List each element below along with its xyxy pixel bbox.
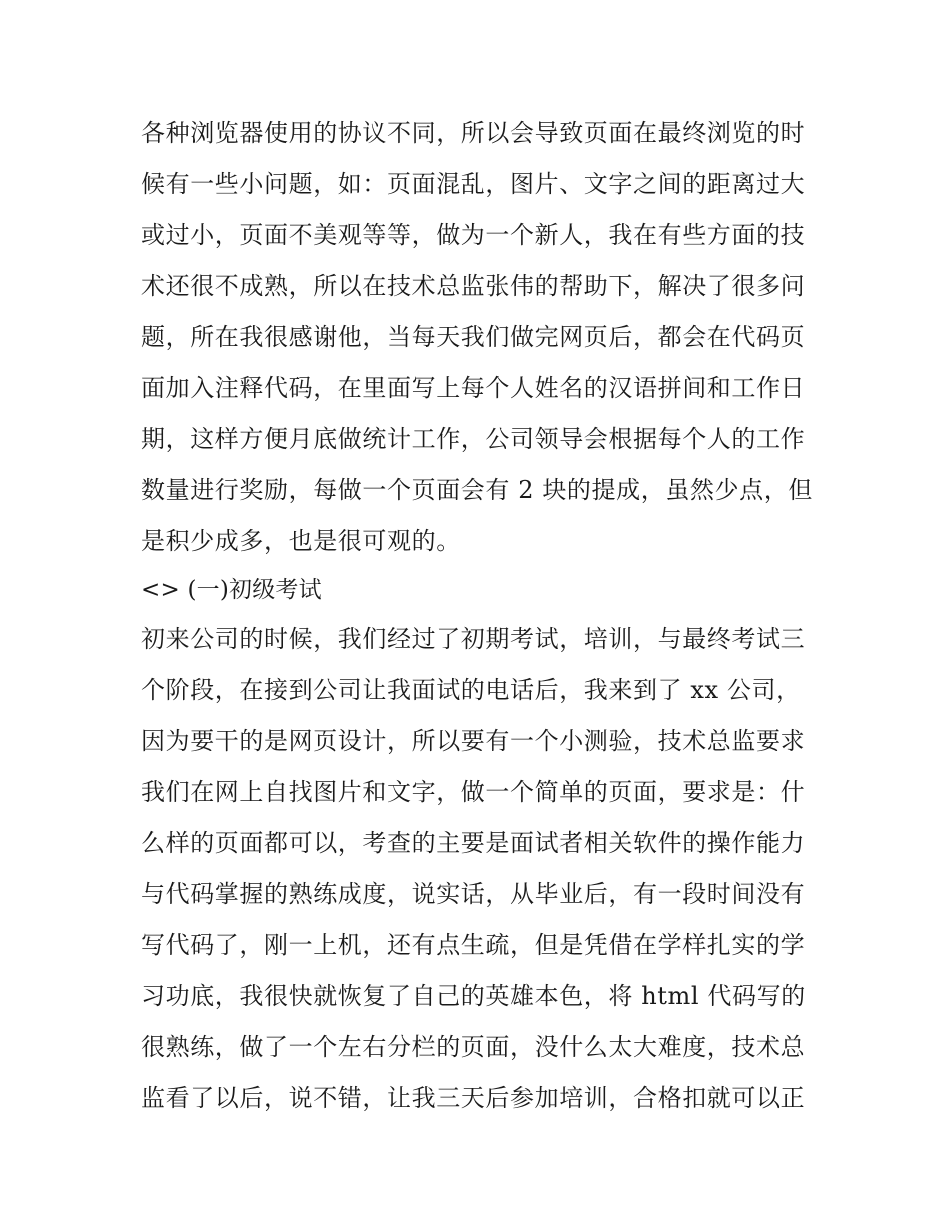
text-line: 与代码掌握的熟练成度，说实话，从毕业后，有一段时间没有	[141, 880, 806, 908]
paragraph-2	[141, 614, 821, 1124]
text-line: 面加入注释代码，在里面写上每个人姓名的汉语拼间和工作日	[141, 374, 806, 402]
text-line: 期，这样方便月底做统计工作，公司领导会根据每个人的工作	[141, 425, 806, 453]
document-body	[141, 108, 821, 1124]
text-line: 各种浏览器使用的协议不同，所以会导致页面在最终浏览的时	[141, 119, 806, 147]
text-line: 习功底，我很快就恢复了自己的英雄本色，将 html 代码写的	[141, 982, 806, 1010]
text-line: 数量进行奖励，每做一个页面会有 2 块的提成，虽然少点，但	[141, 476, 813, 504]
text-line: 么样的页面都可以，考查的主要是面试者相关软件的操作能力	[141, 829, 806, 857]
text-line: 很熟练，做了一个左右分栏的页面，没什么太大难度，技术总	[141, 1033, 806, 1061]
text-line: 或过小，页面不美观等等，做为一个新人，我在有些方面的技	[141, 221, 806, 249]
text-line: 候有一些小问题，如：页面混乱，图片、文字之间的距离过大	[141, 170, 806, 198]
section-heading: <> (一)初级考试	[141, 577, 322, 603]
text-line: 因为要干的是网页设计，所以要有一个小测验，技术总监要求	[141, 727, 806, 755]
text-line: 是积少成多，也是很可观的。	[141, 527, 461, 555]
text-line: 监看了以后，说不错，让我三天后参加培训，合格扣就可以正	[141, 1084, 806, 1112]
text-line: 术还很不成熟，所以在技术总监张伟的帮助下，解决了很多问	[141, 272, 806, 300]
text-line: 初来公司的时候，我们经过了初期考试，培训，与最终考试三	[141, 625, 806, 653]
text-line: 题，所在我很感谢他，当每天我们做完网页后，都会在代码页	[141, 323, 806, 351]
text-line: 个阶段，在接到公司让我面试的电话后，我来到了 xx 公司，	[141, 676, 801, 704]
paragraph-1	[141, 108, 821, 567]
text-line: 我们在网上自找图片和文字，做一个简单的页面，要求是：什	[141, 778, 806, 806]
text-line: 写代码了，刚一上机，还有点生疏，但是凭借在学样扎实的学	[141, 931, 806, 959]
